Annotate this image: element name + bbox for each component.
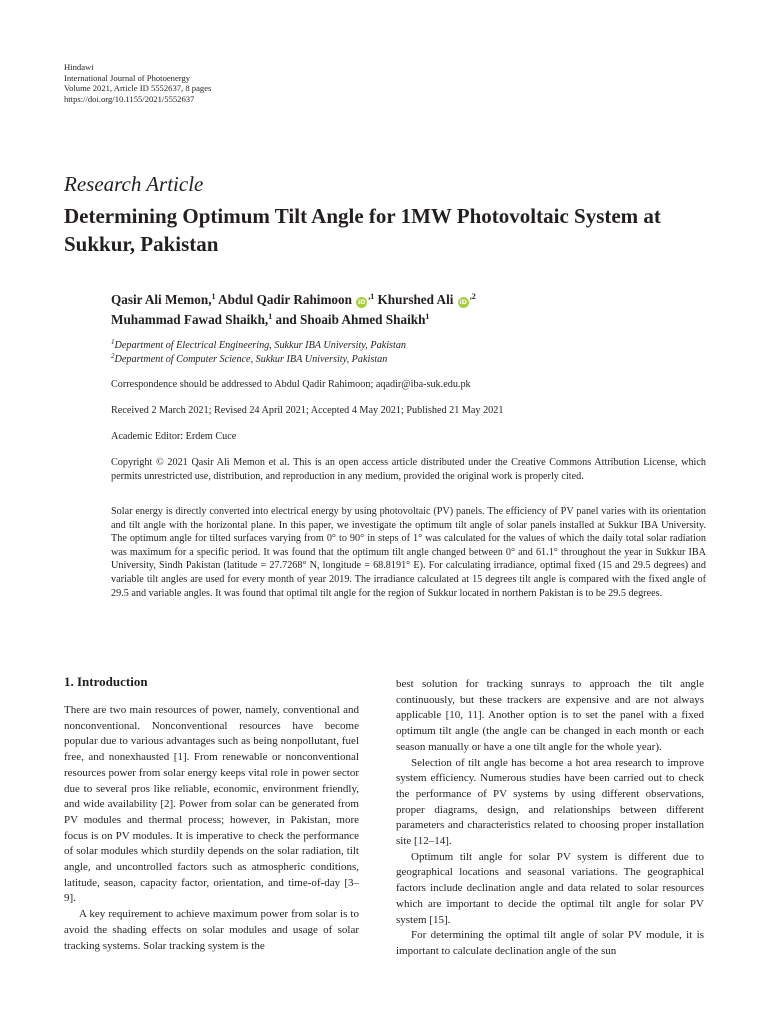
volume-info: Volume 2021, Article ID 5552637, 8 pages — [64, 83, 212, 94]
affiliation-mark: 1 — [111, 338, 115, 346]
body-paragraph: best solution for tracking sunrays to approach the tilt angle continuously, but these trackers are expensive and are not always applicable [10, 11]. Another option is to set the panel with a fixed optimum tilt angle (the angle can be changed in each month or each season manually or have a one tilt angle for the whole year). — [396, 678, 704, 753]
journal-masthead — [64, 62, 211, 104]
author-line-2 — [111, 310, 711, 330]
affiliation-text: Department of Electrical Engineering, Sukkur IBA University, Pakistan — [114, 340, 407, 351]
author-affiliation-mark: ,2 — [469, 292, 476, 301]
author-name: and Shoaib Ahmed Shaikh — [275, 312, 426, 327]
correspondence: Correspondence should be addressed to Abdul Qadir Rahimoon; aqadir@iba-suk.edu.pk — [111, 379, 471, 390]
body-paragraph: Selection of tilt angle has become a hot area research to improve system efficiency. Numerous studies have been carried out to check the performance of PV systems by using different observations, proper diagrams, design, and relationships between different parameters and characteristics related to choosing proper installation site [12–14]. — [396, 756, 704, 848]
orcid-icon[interactable]: iD — [459, 298, 468, 306]
abstract: Solar energy is directly converted into electrical energy by using photovoltaic (PV) panels. The efficiency of PV panel varies with its orientation and tilt angle with the horizontal plane. In this paper, we investigate the optimum tilt angle of solar panels installed at Sukkur IBA University. The optimum angle for tilted surfaces varying from 0° to 90° in steps of 1° was calculated for the values of which the daily total solar radiation was maximum for a specific period. It was found that the optimum tilt angle changed between 0° and 61.1° throughout the year in Sukkur IBA University, Sindh Pakistan (latitude = 27.7268° N, longitude = 68.8191° E). For calculating irradiance, optimal fixed (15 and 29.5 degrees) and variable tilt angles are used for every month of year 2019. The irradiance calculated at 15 degrees tilt angle is compared with the fixed angle of 29.5 and variable angles. It was found that optimal tilt angle for the region of Sukkur located in northern Pakistan is to be 29.5 degrees. — [111, 506, 706, 599]
author-list — [111, 290, 711, 330]
body-paragraph: For determining the optimal tilt angle of solar PV module, it is important to calculate declination angle of the sun — [396, 929, 704, 957]
affiliation-item — [111, 353, 406, 367]
affiliation-item — [111, 339, 406, 353]
copyright-notice: Copyright © 2021 Qasir Ali Memon et al. This is an open access article distributed under the Creative Commons Attribution License, which permits unrestricted use, distribution, and reproduction in any medium, provided the original work is properly cited. — [111, 457, 706, 482]
academic-editor: Academic Editor: Erdem Cuce — [111, 431, 237, 442]
body-column-left — [64, 672, 359, 954]
body-column-right — [396, 677, 704, 960]
author-affiliation-mark: 1 — [211, 292, 216, 301]
orcid-icon[interactable]: iD — [357, 298, 366, 306]
affiliation-text: Department of Computer Science, Sukkur IBA University, Pakistan — [114, 354, 388, 365]
author-line-1 — [111, 290, 711, 310]
article-title: Determining Optimum Tilt Angle for 1MW Photovoltaic System at Sukkur, Pakistan — [64, 204, 661, 256]
author-name: Khurshed Ali — [377, 292, 454, 307]
article-type: Research Article — [64, 172, 204, 196]
author-name: Abdul Qadir Rahimoon — [218, 292, 352, 307]
body-paragraph: There are two main resources of power, namely, conventional and nonconventional. Nonconventional resources have become popular due to various advantages such as being nonpollutant, fuel free, and nonexhausted [1]. From renewable or nonconventional resources power from solar energy keeps vital role in power sector due to several pros like reliable, economic, environment friendly, and wide availability [2]. Power from solar can be generated from PV modules and thermal process; however, in Pakistan, more focus is on PV modules. It is imperative to check the performance of solar modules which sturdily depends on the solar radiation, tilt angle, and uncontrolled factors such as atmospheric conditions, latitude, season, capacity factor, orientation, and time-of-day [3–9]. — [64, 704, 359, 905]
author-name: Qasir Ali Memon, — [111, 292, 212, 307]
journal-name: International Journal of Photoenergy — [64, 72, 191, 83]
author-affiliation-mark: 1 — [425, 312, 430, 321]
doi-link[interactable]: https://doi.org/10.1155/2021/5552637 — [64, 93, 195, 104]
affiliations — [111, 339, 406, 367]
author-affiliation-mark: 1 — [268, 312, 273, 321]
author-affiliation-mark: ,1 — [368, 292, 375, 301]
body-paragraph: Optimum tilt angle for solar PV system is different due to geographical locations and seasonal variations. The geographical factors include declination angle and data related to solar resources which are important to decide the optimal tilt angle for solar PV system [15]. — [396, 850, 704, 926]
body-paragraph: A key requirement to achieve maximum power from solar is to avoid the shading effects on solar modules and usage of solar tracking systems. Solar tracking system is the — [64, 908, 359, 952]
author-name: Muhammad Fawad Shaikh, — [111, 312, 269, 327]
publisher-name: Hindawi — [64, 62, 94, 72]
section-heading: 1. Introduction — [64, 674, 148, 689]
affiliation-mark: 2 — [111, 352, 115, 360]
publication-dates: Received 2 March 2021; Revised 24 April 2021; Accepted 4 May 2021; Published 21 May 2021 — [111, 405, 504, 416]
